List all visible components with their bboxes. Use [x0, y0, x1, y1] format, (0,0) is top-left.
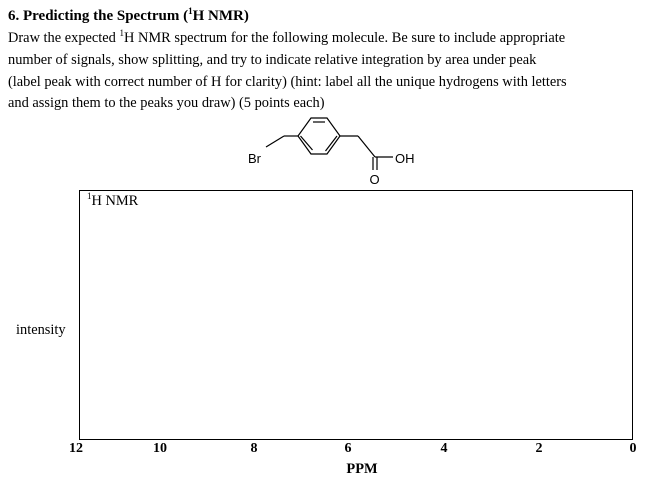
carbonyl-oxygen-label: O	[369, 172, 380, 187]
x-tick-label: 6	[344, 441, 352, 456]
question-title: 6. Predicting the Spectrum ($^1$H NMR)	[8, 6, 249, 24]
plot-label: $^1$H NMR	[87, 191, 139, 209]
x-tick-label: 4	[440, 441, 448, 456]
instructions-line-2: number of signals, show splitting, and try to indicate relative integration by area under peak	[8, 52, 537, 68]
molecule-bonds	[266, 118, 393, 170]
instructions-line-4: and assign them to the peaks you draw) (5 points each)	[8, 95, 325, 111]
x-tick-label: 2	[535, 441, 543, 456]
y-axis-label: intensity	[16, 322, 66, 338]
instructions-line-1: Draw the expected $^1$H NMR spectrum for the following molecule. Be sure to include appropriate	[8, 28, 566, 46]
x-tick-label: 10	[153, 441, 167, 456]
x-axis-label: PPM	[346, 461, 378, 477]
bromine-label: Br	[248, 151, 261, 166]
instructions-line-3: (label peak with correct number of H for clarity) (hint: label all the unique hydrogens with letters	[8, 74, 567, 90]
hydroxyl-label: OH	[395, 151, 415, 166]
x-tick-label: 12	[69, 441, 83, 456]
molecule-structure	[240, 112, 420, 192]
x-tick-label: 8	[250, 441, 258, 456]
x-tick-label: 0	[629, 441, 637, 456]
spectrum-drawing-area[interactable]	[79, 190, 633, 440]
